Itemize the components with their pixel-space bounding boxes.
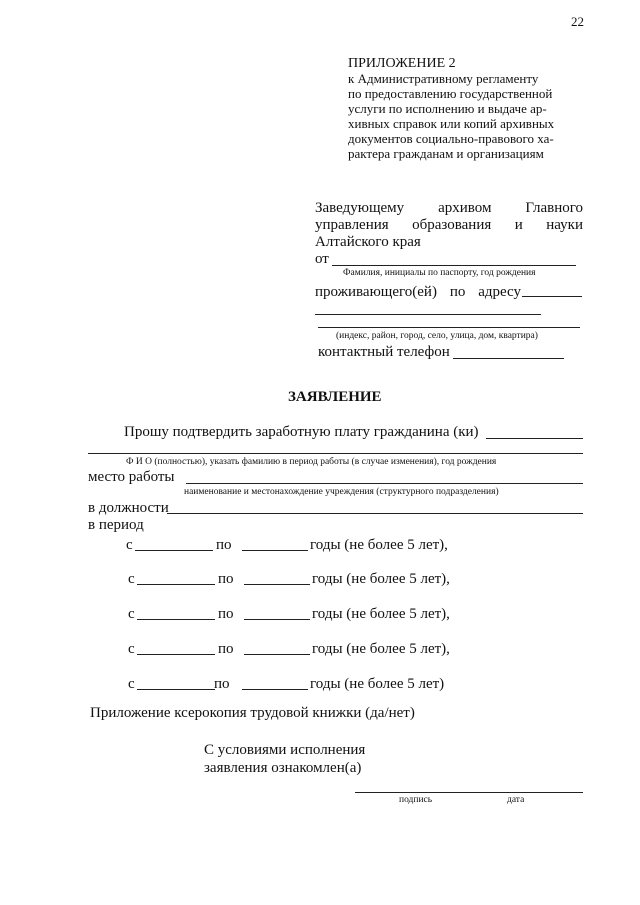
period-from-field[interactable] [137,654,215,655]
period-row: с по годы (не более 5 лет), [128,641,450,657]
fio-caption: Ф И О (полностью), указать фамилию в период работы (в случае изменения), год рождения [126,457,497,467]
workplace-caption: наименование и местонахождение учреждения (структурного подразделения) [184,487,499,497]
period-to-field[interactable] [244,584,310,585]
conditions-line-1: С условиями исполнения [204,742,366,758]
citizen-field[interactable] [486,438,583,439]
appendix-line: услуги по исполнению и выдаче ар- [348,101,547,116]
residing-label: проживающего(ей) по адресу [315,284,521,300]
phone-field[interactable] [453,358,564,359]
appendix-line: к Административному регламенту [348,71,539,86]
page-number: 22 [571,14,584,29]
from-caption: Фамилия, инициалы по паспорту, год рождения [343,268,536,278]
address-caption: (индекс, район, город, село, улица, дом, квартира) [336,331,538,341]
appendix-line: рактера гражданам и организациям [348,146,544,161]
appendix-line: документов социально-правового ха- [348,131,554,146]
period-to-field[interactable] [242,550,308,551]
period-label: в период [88,517,144,533]
period-from-field[interactable] [137,689,215,690]
workplace-label: место работы [88,469,175,485]
period-from-field[interactable] [135,550,213,551]
period-row: с по годы (не более 5 лет), [128,606,450,622]
appendix-title: ПРИЛОЖЕНИЕ 2 [348,56,456,71]
from-label: от [315,251,329,267]
fio-field[interactable] [88,453,583,454]
address-field-2[interactable] [315,314,541,315]
period-row: с по годы (не более 5 лет), [128,571,450,587]
period-to-field[interactable] [244,619,310,620]
signature-caption: подпись [399,795,433,805]
date-caption: дата [507,795,525,805]
appendix-line: по предоставлению государственной [348,86,553,101]
appendix-text [348,71,554,161]
period-to-field[interactable] [242,689,308,690]
position-field[interactable] [167,513,583,514]
request-text: Прошу подтвердить заработную плату гражданина (ки) [124,424,479,440]
address-field-1[interactable] [522,296,582,297]
address-field-3[interactable] [318,327,580,328]
signature-field[interactable] [355,792,583,793]
period-to-field[interactable] [244,654,310,655]
period-from-field[interactable] [137,619,215,620]
workplace-field[interactable] [186,483,583,484]
position-label: в должности [88,500,169,516]
period-from-field[interactable] [137,584,215,585]
addressee-line-2: управления образования и науки [315,217,583,233]
conditions-line-2: заявления ознакомлен(а) [204,760,362,776]
phone-label: контактный телефон [318,344,450,360]
appendix-line: хивных справок или копий архивных [348,116,555,131]
from-field[interactable] [332,265,576,266]
addressee-line-1: Заведующему архивом Главного [315,200,583,216]
period-row: с по годы (не более 5 лет) [128,676,445,692]
attachment-text: Приложение ксерокопия трудовой книжки (да/нет) [90,705,415,721]
statement-title: ЗАЯВЛЕНИЕ [288,389,382,405]
addressee-line-3: Алтайского края [315,234,421,250]
period-row: с по годы (не более 5 лет), [126,537,448,553]
